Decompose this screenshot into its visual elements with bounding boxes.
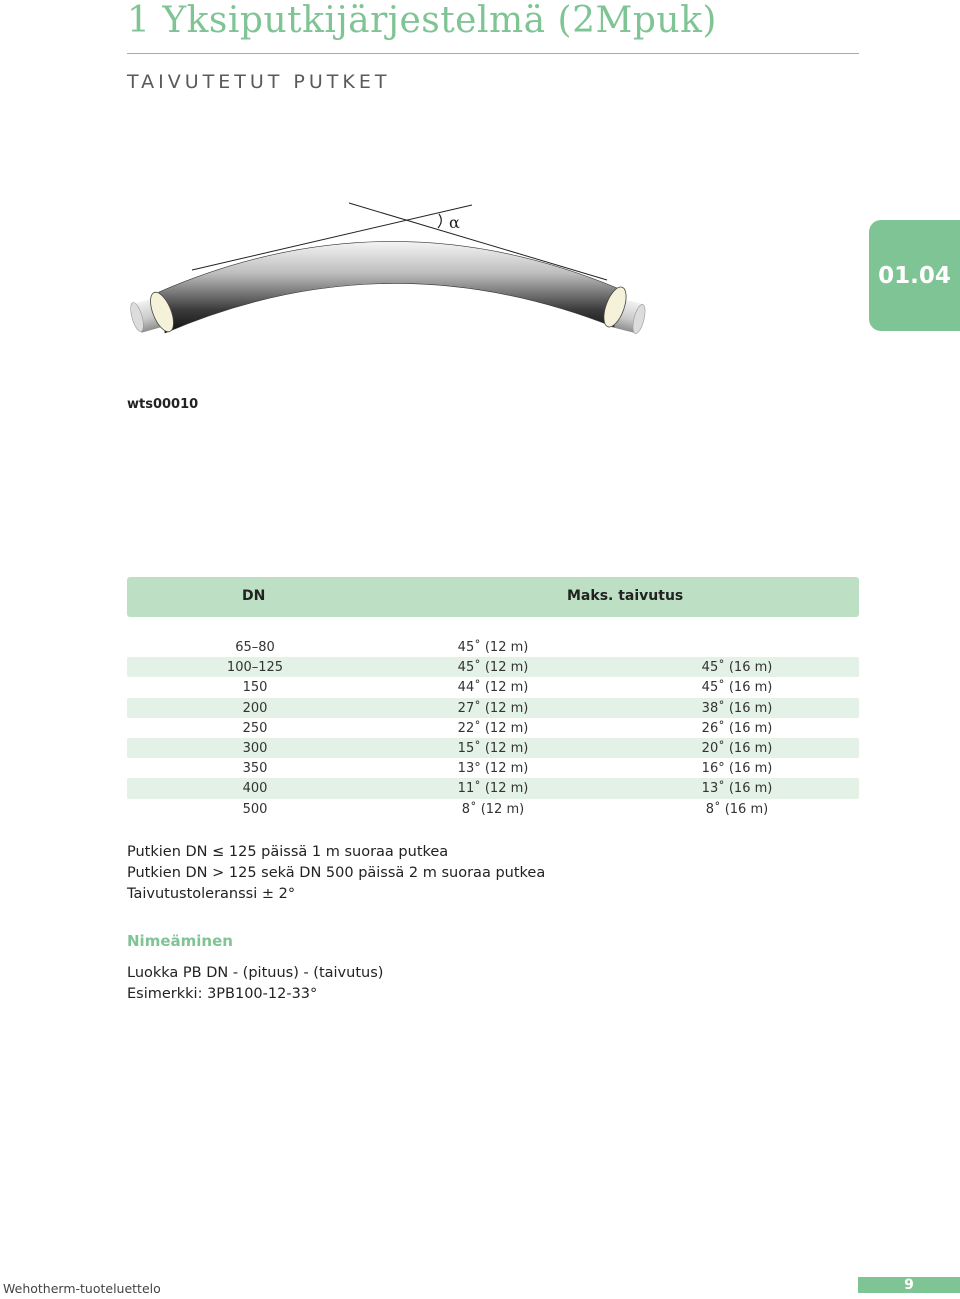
cell-bend-12m: 13° (12 m)	[457, 761, 529, 777]
cell-bend-12m: 27˚ (12 m)	[457, 700, 529, 716]
cell-dn: 500	[242, 801, 268, 817]
section-tab	[869, 220, 960, 331]
page-title: 1 Yksiputkijärjestelmä (2Mpuk)	[127, 0, 717, 41]
pipe-casing	[159, 241, 617, 333]
header-max-bend: Maks. taivutus	[567, 588, 684, 604]
table-header	[127, 577, 859, 617]
title-divider	[127, 53, 859, 54]
angle-arc	[438, 214, 441, 228]
header-dn: DN	[242, 588, 266, 604]
table-row	[127, 738, 859, 758]
cell-bend-16m: 38˚ (16 m)	[701, 700, 773, 716]
table-row	[127, 799, 859, 819]
cell-dn: 200	[242, 700, 268, 716]
cell-bend-16m: 8˚ (16 m)	[705, 801, 769, 817]
bent-pipe-illustration	[127, 195, 647, 345]
note-line: Putkien DN ≤ 125 päissä 1 m suoraa putkea	[127, 844, 449, 860]
cell-bend-16m: 13˚ (16 m)	[701, 781, 773, 797]
cell-bend-16m: 45˚ (16 m)	[701, 660, 773, 676]
cell-dn: 300	[242, 740, 268, 756]
page-number: 9	[904, 1277, 914, 1293]
table-row	[127, 758, 859, 778]
page-subtitle: TAIVUTETUT PUTKET	[127, 71, 391, 93]
naming-text	[127, 963, 383, 1005]
notes	[127, 842, 545, 905]
cell-dn: 100–125	[226, 660, 284, 676]
cell-bend-12m: 8˚ (12 m)	[461, 801, 525, 817]
footer-catalog-name: Wehotherm-tuoteluettelo	[3, 1281, 161, 1296]
cell-dn: 400	[242, 781, 268, 797]
cell-bend-12m: 45˚ (12 m)	[457, 660, 529, 676]
cell-dn: 65–80	[235, 640, 275, 655]
cell-bend-16m: 45˚ (16 m)	[701, 680, 773, 696]
cell-bend-12m: 15˚ (12 m)	[457, 740, 529, 756]
table-row	[127, 778, 859, 798]
table-row	[127, 637, 859, 657]
bend-table	[127, 637, 859, 819]
table-row	[127, 718, 859, 738]
cell-bend-12m: 22˚ (12 m)	[457, 720, 529, 736]
cell-bend-12m: 11˚ (12 m)	[457, 781, 529, 797]
table-row	[127, 657, 859, 677]
naming-heading: Nimeäminen	[127, 932, 233, 950]
cell-bend-16m: 20˚ (16 m)	[701, 740, 773, 756]
figure-code: wts00010	[127, 397, 199, 412]
cell-bend-16m: 16° (16 m)	[701, 761, 773, 777]
table-row	[127, 677, 859, 697]
cell-bend-12m: 44˚ (12 m)	[457, 680, 529, 696]
note-line: Putkien DN > 125 sekä DN 500 päissä 2 m suoraa putkea	[127, 865, 546, 881]
section-tab-label: 01.04	[878, 262, 951, 289]
page-number-tab	[858, 1277, 960, 1293]
angle-alpha-label: α	[449, 213, 460, 232]
naming-example: Esimerkki: 3PB100-12-33°	[127, 986, 318, 1002]
cell-dn: 150	[242, 680, 268, 696]
table-row	[127, 698, 859, 718]
cell-bend-12m: 45˚ (12 m)	[457, 640, 529, 655]
note-line: Taivutustoleranssi ± 2°	[127, 886, 296, 902]
naming-format: Luokka PB DN - (pituus) - (taivutus)	[127, 965, 384, 981]
cell-dn: 350	[242, 761, 268, 777]
cell-bend-16m: 26˚ (16 m)	[701, 720, 773, 736]
cell-dn: 250	[242, 720, 268, 736]
